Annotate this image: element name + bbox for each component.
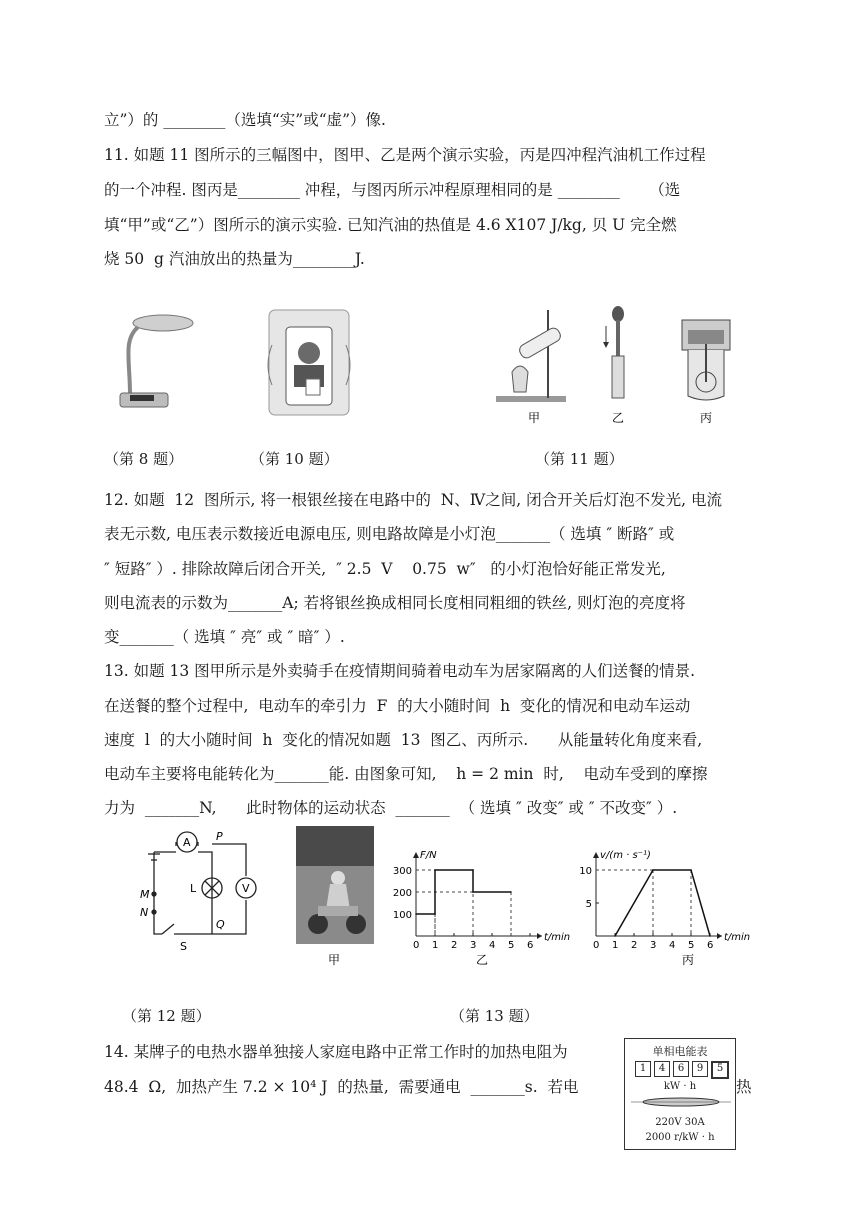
data-point bbox=[690, 869, 692, 871]
y-tick-label: 300 bbox=[392, 866, 412, 877]
meter-digit-last: 5 bbox=[711, 1061, 729, 1079]
text-line-14: 电动车主要将电能转化为_______能. 由图象可知, h = 2 min 时, 电动车受到的摩擦 bbox=[104, 765, 708, 783]
text-line-4: 填“甲”或“乙”）图所示的演示实验. 已知汽油的热值是 4.6 X107 J/kg, 贝 U 完全燃 bbox=[104, 216, 677, 234]
fig13-label-jia: 甲 bbox=[328, 953, 341, 967]
y-axis-label: v/(m · s⁻¹) bbox=[600, 850, 651, 861]
fig12-lamp-label: L bbox=[190, 882, 197, 895]
fig13-rider-photo bbox=[296, 826, 374, 968]
x-tick-label: 5 bbox=[688, 940, 695, 951]
x-axis-arrow bbox=[537, 933, 542, 939]
meter-rating: 220V 30A bbox=[655, 1117, 705, 1128]
x-tick-label: 2 bbox=[631, 940, 638, 951]
data-point bbox=[415, 913, 417, 915]
data-point bbox=[472, 869, 474, 871]
fig13-label-bing: 丙 bbox=[682, 953, 695, 967]
meter-constant: 2000 r/kW · h bbox=[645, 1132, 715, 1143]
data-point bbox=[510, 891, 512, 893]
energy-meter bbox=[624, 1038, 736, 1150]
y-tick-label: 100 bbox=[392, 910, 412, 921]
meter-title: 单相电能表 bbox=[652, 1045, 708, 1058]
fig11-label-jia: 甲 bbox=[528, 411, 541, 425]
text-line-6: 12. 如题 12 图所示, 将一根银丝接在电路中的 N、Ⅳ之间, 闭合开关后灯泡不发光, 电流 bbox=[104, 491, 722, 509]
x-tick-label: 2 bbox=[451, 940, 458, 951]
caption-q13: （第 13 题） bbox=[450, 1007, 539, 1025]
fig12-s-label: S bbox=[180, 940, 187, 953]
text-line-17: 48.4 Ω, 加热产生 7.2 × 10⁴ J 的热量, 需要通电 _______s. 若电 bbox=[104, 1078, 579, 1096]
x-tick-label: 4 bbox=[669, 940, 676, 951]
caption-q12: （第 12 题） bbox=[122, 1007, 211, 1025]
text-line-9: 则电流表的示数为_______A; 若将银丝换成相同长度相同粗细的铁丝, 则灯泡的亮度将 bbox=[104, 594, 686, 612]
fig12-q-label: Q bbox=[216, 918, 225, 931]
series-line bbox=[615, 870, 710, 936]
x-axis-arrow bbox=[717, 933, 722, 939]
text-line-16: 14. 某牌子的电热水器单独接人家庭电路中正常工作时的加热电阻为 bbox=[104, 1043, 568, 1061]
lamp-figure bbox=[108, 305, 198, 420]
fig12-ammeter-label: A bbox=[183, 836, 191, 849]
caption-q10: （第 10 题） bbox=[250, 450, 339, 468]
data-point bbox=[434, 869, 436, 871]
meter-digit: 9 bbox=[692, 1061, 708, 1077]
x-axis-label: t/min bbox=[544, 932, 571, 943]
data-point bbox=[709, 935, 711, 937]
text-line-11: 13. 如题 13 图甲所示是外卖骑手在疫情期间骑着电动车为居家隔离的人们送餐的情景. bbox=[104, 662, 696, 680]
meter-digit: 1 bbox=[635, 1061, 651, 1077]
phone-stand-figure bbox=[264, 305, 354, 420]
y-tick-label: 10 bbox=[579, 866, 592, 877]
fig11-label-bing: 丙 bbox=[700, 411, 713, 425]
text-line-12: 在送餐的整个过程中, 电动车的牵引力 F 的大小随时间 h 变化的情况和电动车运动 bbox=[104, 697, 691, 715]
fig13-velocity-chart bbox=[572, 836, 752, 968]
x-tick-label: 1 bbox=[432, 940, 439, 951]
x-tick-label: 1 bbox=[612, 940, 619, 951]
y-axis-label: F/N bbox=[420, 850, 437, 861]
text-line-15: 力为 _______N, 此时物体的运动状态 _______ （ 选填 ″ 改变″ 或 ″ 不改变″ ）. bbox=[104, 799, 678, 817]
x-tick-label: 6 bbox=[707, 940, 714, 951]
fig11-demos bbox=[488, 300, 748, 430]
text-line-13: 速度 l 的大小随时间 h 变化的情况如题 13 图乙、丙所示. 从能量转化角度来看, bbox=[104, 731, 703, 749]
y-tick-label: 200 bbox=[392, 888, 412, 899]
caption-q8: （第 8 题） bbox=[104, 450, 184, 468]
meter-unit: kW · h bbox=[663, 1081, 697, 1092]
text-line-1: 立”）的 ________（选填“实”或“虚”）像. bbox=[104, 111, 386, 129]
y-axis-arrow bbox=[593, 852, 599, 858]
fig12-circuit bbox=[134, 824, 274, 954]
x-tick-label: 0 bbox=[593, 940, 600, 951]
meter-digit: 4 bbox=[654, 1061, 670, 1077]
meter-digits bbox=[635, 1061, 729, 1079]
caption-q11: （第 11 题） bbox=[535, 450, 624, 468]
text-line-8: ″ 短路″ ）. 排除故障后闭合开关, ″ 2.5 V 0.75 w″ 的小灯泡恰好能正常发光, bbox=[104, 560, 666, 578]
data-point bbox=[614, 935, 616, 937]
meter-digit: 6 bbox=[673, 1061, 689, 1077]
text-line-18: 热 bbox=[736, 1078, 752, 1096]
x-tick-label: 3 bbox=[470, 940, 477, 951]
text-line-5: 烧 50 g 汽油放出的热量为________J. bbox=[104, 250, 365, 268]
fig11-label-yi: 乙 bbox=[612, 411, 625, 425]
text-line-3: 的一个冲程. 图丙是________ 冲程，与图丙所示冲程原理相同的是 ________ （选 bbox=[104, 181, 681, 199]
x-tick-label: 4 bbox=[489, 940, 496, 951]
fig12-n-label: N bbox=[140, 906, 149, 919]
text-line-10: 变_______（ 选填 ″ 亮″ 或 ″ 暗″ ）. bbox=[104, 628, 345, 646]
x-axis-label: t/min bbox=[724, 932, 751, 943]
fig12-p-label: P bbox=[216, 830, 223, 843]
data-point bbox=[472, 891, 474, 893]
x-tick-label: 6 bbox=[527, 940, 534, 951]
x-tick-label: 5 bbox=[508, 940, 515, 951]
data-point bbox=[434, 913, 436, 915]
text-line-2: 11. 如题 11 图所示的三幅图中，图甲、乙是两个演示实验，丙是四冲程汽油机工作过程 bbox=[104, 146, 706, 164]
data-point bbox=[652, 869, 654, 871]
fig12-m-label: M bbox=[140, 888, 150, 901]
fig12-voltmeter-label: V bbox=[242, 882, 250, 895]
y-axis-arrow bbox=[413, 852, 419, 858]
y-tick-label: 5 bbox=[585, 899, 592, 910]
text-line-7: 表无示数, 电压表示数接近电源电压, 则电路故障是小灯泡_______（ 选填 ″ 断路″ 或 bbox=[104, 525, 675, 543]
meter-disc-icon bbox=[631, 1095, 731, 1109]
fig13-force-chart bbox=[392, 836, 572, 968]
x-tick-label: 3 bbox=[650, 940, 657, 951]
fig13-label-yi: 乙 bbox=[476, 953, 489, 967]
x-tick-label: 0 bbox=[413, 940, 420, 951]
